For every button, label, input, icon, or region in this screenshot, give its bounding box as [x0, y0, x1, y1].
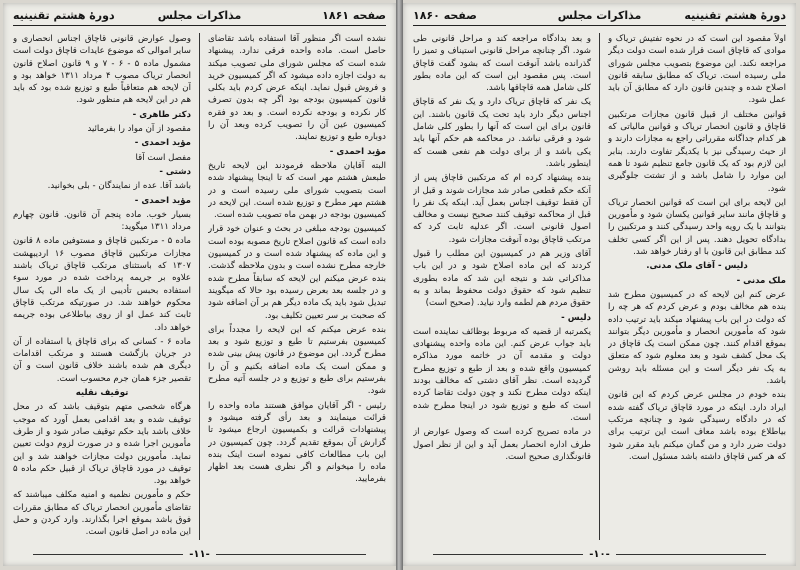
- term-label: دورهٔ هشتم تقنینیه: [13, 9, 115, 22]
- column-divider: [199, 33, 200, 540]
- text-column-right: [208, 33, 386, 540]
- paragraph: البته آقایان ملاحظه فرمودند این لایحه تاریخ طبعش هشتم مهر است که تا اینجا پیشنهاد شده است بتصویب شورای ملی رسیده است و در هشتم مهر مطرح و توزیع شده است. این لایحه در کمیسیون بودجه در بهمن ماه تصویب شده است.: [208, 160, 386, 221]
- paragraph: رئیس - اگر آقایان موافق هستند ماده واحده را قرائت مینمایند و بعد رأی گرفته میشود و پیشنهادات قرائت و بکمیسیون ارجاع میشود تا گزارش آن بموقع تقدیم گردد. چون کمیسیون در این باب مطالعات کافی نموده است اینک بنده ماده را میخوانم و اگر نظری هست بعد اظهار بفرمایید.: [208, 400, 386, 485]
- running-title: مذاکرات مجلس: [157, 9, 242, 22]
- paragraph: آقای وزیر هم در کمیسیون این مطلب را قبول کردند که این ماده اصلاح شود و در این باب مذاکراتی شد و نتیجه این شد که ماده بطوری تنظیم شود که حقوق دولت محفوظ بماند و به حقوق مردم هم لطمه وارد نیاید. (صحیح است): [413, 249, 591, 309]
- paragraph: بنده خودم در مجلس عرض کردم که این قانون ایراد دارد. اینکه در مورد قاچاق تریاک گفته شده که در دادگاه رسیدگی شود و چنانچه مرتکب بیاطلاع بوده باشد معاف است این ترتیب برای دولت ضرر دارد و من گمان میکنم باید مقرر شود که هر کس قاچاق داشته باشد مسئول است.: [608, 390, 786, 462]
- paragraph: مفصل است آقا: [135, 152, 191, 163]
- paragraph: این لایحه برای این است که قوانین انحصار تریاک و قاچاق مانند سایر قوانین یکسان شود و مأمورین بتوانند با یک رویه واحد رسیدگی کنند و مرتکبین را بدادگاه تحویل دهند. پس از این اگر کسی تخلف کند مطابق این قانون با او رفتار خواهد شد.: [608, 197, 786, 258]
- left-page-columns: [13, 33, 386, 540]
- speaker-label: دکتر طاهری -: [132, 109, 191, 120]
- right-page: [403, 3, 796, 566]
- page-label: صفحه ۱۸۶۱: [322, 9, 386, 22]
- paragraph: و بعد بدادگاه مراجعه کند و مراحل قانونی طی شود. اگر چنانچه مراحل قانونی استیناف و تمیز را گذرانده باشد آنوقت است که بشود گفت قاچاق است. پس مقصود این است که این ماده بطور کلی شامل همه قاچاقها باشد.: [413, 34, 591, 94]
- paragraph: مقصود از آن مواد را بفرمائید: [87, 124, 191, 135]
- speaker-label: مؤید احمدی -: [134, 138, 191, 149]
- paragraph: بنده پیشنهاد کرده ام که مرتکبین قاچاق پس از آنکه حکم قطعی صادر شد مجازات شوند و قبل از آن فقط توقیف اجناس بعمل آید. اینکه یک نفر را قبل از محاکمه توقیف کنند صحیح نیست و مخالف اصول قانونی است. اگر عدلیه ثابت کرد که مرتکب قاچاق بوده آنوقت مجازات شود.: [413, 173, 591, 245]
- paragraph: هرگاه شخصی متهم بتوقیف باشد که در محل توقیف شده و بعد اقدامی بعمل آورد که موجب خلاف باشد باید حکم توقیف صادر شود و از طرف مأمورین اجرا شده و در صورت لزوم دولت تعیین نماید. مأمورین دولت مجازات خواهند شد و این توقیف در مورد قاچاق تریاک از قبیل حکم ماده ۵ خواهد بود.: [13, 402, 191, 487]
- paragraph: بسیار خوب. ماده پنجم آن قانون. قانون چهارم مرداد ۱۳۱۱ میگوید:: [13, 209, 191, 233]
- left-page-header: [13, 9, 386, 26]
- paragraph: حکم و مأمورین نظمیه و امنیه مکلف میباشند که تقاضای مأمورین انحصار تریاک که مطابق مقررات فوق باشد بموقع اجرا بگذارند. وارد کردن و حمل این ماده در اصل قانون است.: [13, 490, 191, 538]
- paragraph: بنده عرض میکنم که این لایحه را مجدداً برای کمیسیون بفرستیم تا طبع و توزیع شود و بعد مطرح گردد. این موضوع در قانون پیش بینی شده و ممکن است یک ماده اضافه بکنیم و آن را بفرستیم برای طبع و توزیع و در جلسه آتیه مطرح شود.: [208, 324, 386, 397]
- left-page: [3, 3, 396, 566]
- paragraph: وصول عوارض قانونی قاچاق اجناس انحصاری و سایر اموالی که موضوع عایدات قاچاق دولت است مشمول ماده ۵ - ۶ - ۷ و ۹ قانون اصلاح قانون انحصار تریاک مصوب ۴ مرداد ۱۳۱۱ خواهد بود و آن لایحه هم متعاقباً طبع و توزیع شده بود که باید هم در این لایحه هم منظور شود.: [13, 34, 191, 106]
- speaker-label: مؤید احمدی -: [134, 195, 191, 206]
- paragraph: کمیسیون بودجه مبلغی در بحث و عنوان خود قرار داده است که قانون اصلاح تاریخ مصوبه بوده است و این ماده که پیشنهاد شده است و در کمیسیون خارجه مطرح نشده است و بدون ملاحظه گذشت. بنده عرض میکنم این لایحه که سابقاً مطرح شده و در جلسه بعد بعرض رسیده بود حالا که میگویند تبدیل شود باید یک ماده دیگر هم بر آن اضافه شود که صحبت بر سر تعیین تکلیف بود.: [208, 224, 386, 321]
- right-page-header: [413, 9, 786, 26]
- paragraph: باشد آقا. عده از نمایندگان - بلی بخوانید.: [47, 181, 191, 192]
- paragraph: قوانین مختلف از قبیل قانون مجازات مرتکبین قاچاق و قانون انحصار تریاک و قوانین مالیاتی که هر کدام جداگانه مقرراتی راجع به مجازات دارند و از حیث رسیدگی نیز با یکدیگر تفاوت دارند. بنابر این لازم بود که یک قانون جامع تنظیم شود تا همه این موارد را شامل باشد و از تشتت جلوگیری شود.: [608, 109, 786, 194]
- paragraph: یک نفر که قاچاق تریاک دارد و یک نفر که قاچاق اجناس دیگر دارد باید تحت یک قانون باشند. این قانون برای این است که آنها را بطور کلی شامل شود و فرقی نباشد. در محاکمه هم حکم آنها باید یکی باشد و از برای دولت هم نفعی هست که اینطور باشد.: [413, 97, 591, 169]
- paragraph: در ماده تصریح کرده است که وصول عوارض از طرف اداره انحصار بعمل آید و این از نظر اصول قانونگذاری صحیح است.: [413, 427, 591, 462]
- paragraph: ماده ۵ - مرتکبین قاچاق و مستوفین ماده ۸ قانون مجازات مرتکبین قاچاق مصوب ۱۶ اردیبهشت ۱۳۰۷ که باستثنای مرتکب قاچاق تریاک باشند علاوه بر جریمه پرداخت شده در مورد سوء استفاده بحبس تأدیبی از یک ماه الی یک سال محکوم خواهند شد. در صورتیکه مرتکب قاچاق ثابت کند عمل او از روی بیاطلاعی بوده جریمه خواهد داد.: [13, 236, 191, 333]
- speaker-label: دلیس -: [561, 312, 591, 323]
- running-title: مذاکرات مجلس: [557, 9, 642, 22]
- paragraph: ماده ۶ - کسانی که برای قاچاق یا استفاده از آن در جریان بازگشت هستند و مرتکب اقدامات دیگری هم شده باشند خلاف قانون است و آن تقصیر جزء همان جرم محسوب است.: [13, 336, 191, 384]
- text-column-left: [413, 33, 591, 540]
- speaker-label: مؤید احمدی -: [329, 146, 386, 157]
- speaker-label: دشتی -: [159, 166, 191, 177]
- text-column-right: [608, 33, 786, 540]
- column-divider: [599, 33, 600, 540]
- right-page-columns: [413, 33, 786, 540]
- page-label: صفحه ۱۸۶۰: [413, 9, 477, 22]
- page-number: -۱۰-: [403, 549, 796, 560]
- section-heading: توقیف نقلیه: [75, 388, 129, 399]
- book-gutter: [396, 0, 403, 570]
- page-number: -۱۱-: [3, 549, 396, 560]
- speaker-label: دلیس - آقای ملک مدنی.: [646, 261, 748, 272]
- paragraph: نشده است اگر منظور آقا استفاده باشد تقاضای حاصل است. ماده واحده فرقی ندارد. پیشنهاد شده است که مجلس شورای ملی تصویب میکند به دولت اجازه داده میشود که اگر کمیسیون خرید و فروش قبول نماید. اینکه عرض کردم باید بکلی قانون کمیسیون بودجه بود اگر چه بدون تصرف کار نکرده و بودجه نکرده است. و بعد دو فقره کمیسیون عین آن را تصویب کرده وبعد آن را دوباره طبع و توزیع نمایند.: [208, 34, 386, 143]
- paragraph: اولاً مقصود این است که در نحوه تفتیش تریاک و موادی که قاچاق است قرار شده است دولت دیگر مراجعه نکند. این موضوع بتصویب مجلس شورای ملی رسیده است. تریاک که مطابق سابقه قانون اصلاح شده و چندین قانون دارد که مطابق آن باید عمل شود.: [608, 34, 786, 106]
- text-column-left: [13, 33, 191, 540]
- paragraph: یکمرتبه از قضیه که مربوط بوظائف نماینده است باید جواب عرض کنم. این ماده واحده پیشنهادی دولت و مقدمه آن در خاتمه مورد مذاکره کمیسیون واقع شده و بعد از طبع و توزیع مطرح گردیده است. نظر آقای دشتی که مخالف بودند اینکه دولت مطرح نکند و چون دولت تقاضا کرده است که طبع و توزیع شود در اینجا مطرح شده است.: [413, 326, 591, 423]
- paragraph: عرض کنم این لایحه که در کمیسیون مطرح شد بنده هم مخالف بودم و عرض کردم که هر چه را که دولت در این باب پیشنهاد میکند باید ترتیب داده شود که مأمورین انحصار و مأمورین دیگر بتوانند بموقع اقدام کنند. چون ممکن است یک قاچاق در یک محل کشف شود و بعد معلوم شود که متعلق به یک نفر دیگر است و این مسئله باید روشن باشد.: [608, 289, 786, 387]
- term-label: دورهٔ هشتم تقنینیه: [684, 9, 786, 22]
- speaker-label: ملک مدنی -: [736, 275, 786, 286]
